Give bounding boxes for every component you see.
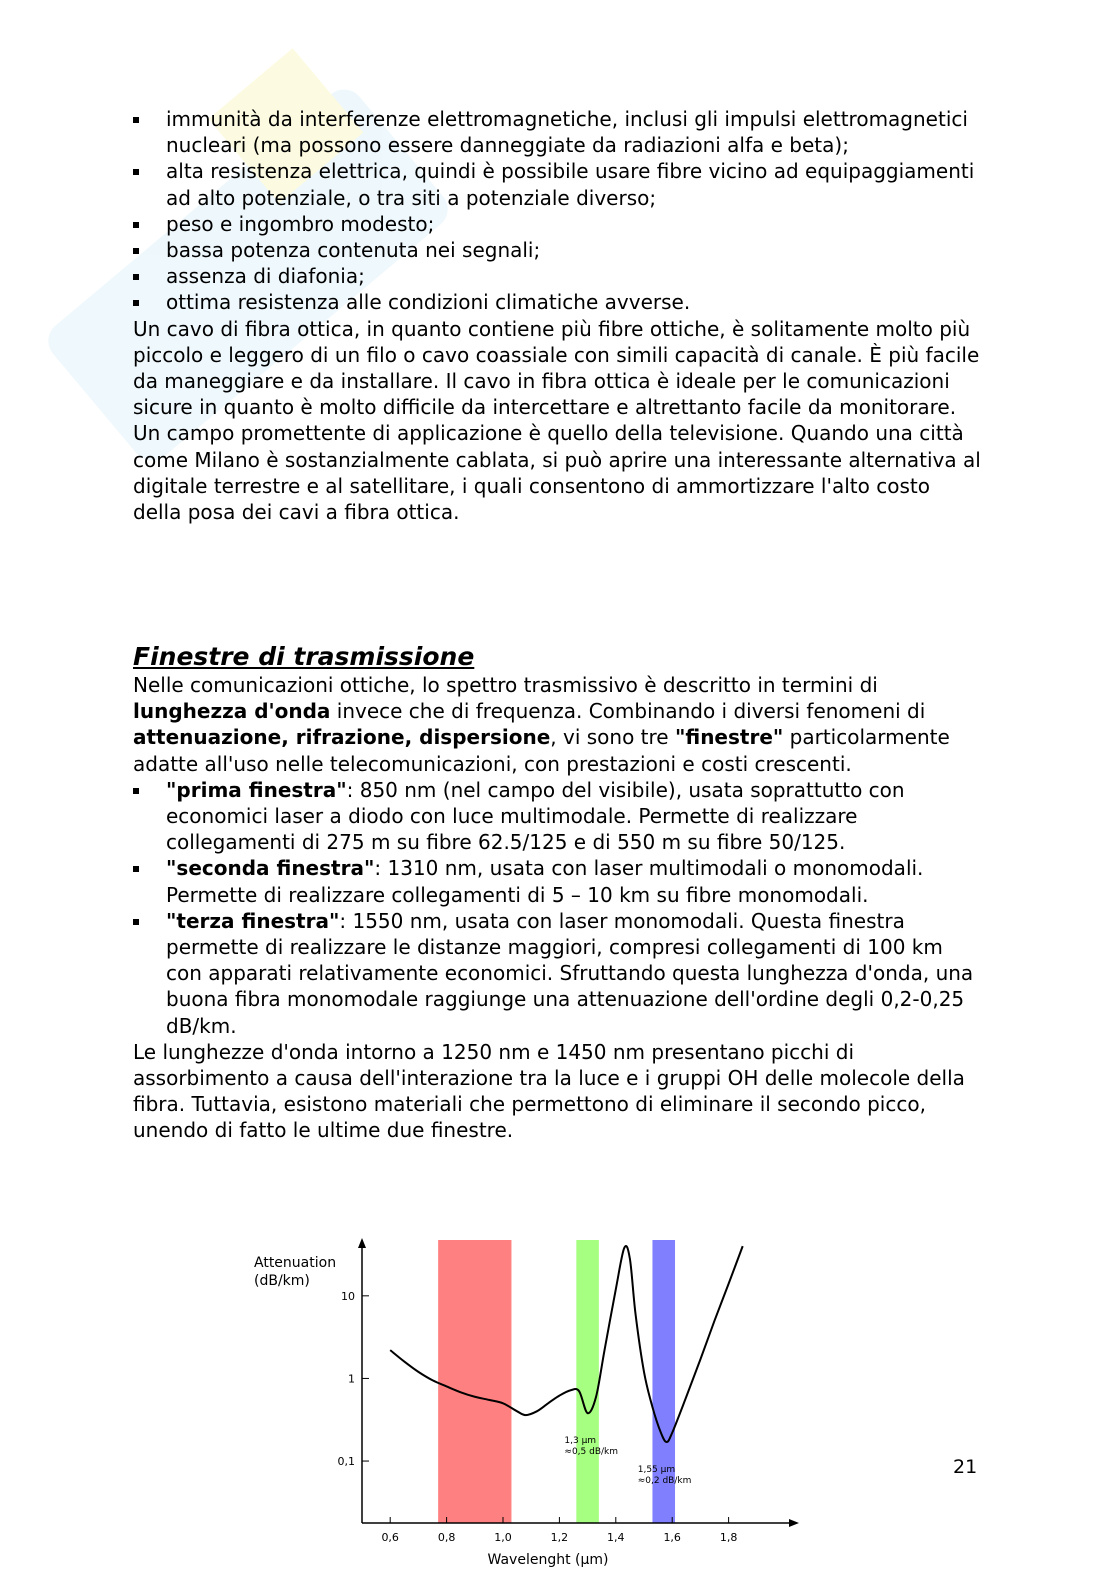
x-axis-label: Wavelenght (µm) xyxy=(487,1552,609,1568)
y-tick-label: 0,1 xyxy=(337,1455,355,1469)
x-tick-label: 0,8 xyxy=(437,1531,456,1544)
annotation-value: ≈0,5 dB/km xyxy=(564,1447,619,1458)
section-block xyxy=(133,642,983,1144)
attenuation-chart xyxy=(240,1230,840,1575)
paragraph-cable: Un cavo di fibra ottica, in quanto contiene più fibre ottiche, è solitamente molto più piccolo e leggero di un filo o cavo coassiale con simili capacità di canale. È più facile da maneggiare e da installare. Il cavo in fibra ottica è ideale per le comunicazioni sicure in quanto è molto difficile da intercettare e altrettanto facile da monitorare. xyxy=(133,316,980,420)
y-tick-label: 1 xyxy=(348,1372,355,1386)
bullet-icon xyxy=(133,222,139,228)
x-tick-label: 1,0 xyxy=(494,1531,512,1544)
intro-paragraph: Nelle comunicazioni ottiche, lo spettro trasmissivo è descritto in termini di lunghezza d'onda invece che di frequenza. Combinando i diversi fenomeni di attenuazione, rifrazione, dispersione, vi sono tre "finestre" particolarmente adatte all'uso nelle telecomunicazioni, con prestazioni e costi crescenti. xyxy=(133,673,950,776)
bullet-icon xyxy=(133,117,139,123)
y-tick-label: 10 xyxy=(341,1289,355,1303)
x-tick-label: 1,4 xyxy=(607,1531,625,1544)
window-band-2 xyxy=(576,1240,599,1523)
window-band-1 xyxy=(438,1240,511,1523)
paragraph-television: Un campo promettente di applicazione è quello della televisione. Quando una città come Milano è sostanzialmente cablata, si può aprire una interessante alternativa al digitale terrestre e al satellitare, i quali consentono di ammortizzare l'alto costo della posa dei cavi a fibra ottica. xyxy=(133,421,981,525)
bullet-icon xyxy=(133,300,139,306)
y-axis-unit: (dB/km) xyxy=(254,1273,310,1289)
list-item: ottima resistenza alle condizioni climatiche avverse. xyxy=(133,289,983,315)
list-item: "seconda finestra": 1310 nm, usata con laser multimodali o monomodali. Permette di realizzare collegamenti di 5 – 10 km su fibre monomodali. xyxy=(133,855,983,907)
list-item: alta resistenza elettrica, quindi è possibile usare fibre vicino ad equipaggiamenti ad alto potenziale, o tra siti a potenziale diverso; xyxy=(133,158,983,210)
bullet-icon xyxy=(133,169,139,175)
bullet-icon xyxy=(133,788,139,794)
list-item: bassa potenza contenuta nei segnali; xyxy=(133,237,983,263)
top-bullet-block xyxy=(133,106,983,525)
x-tick-label: 1,8 xyxy=(719,1531,738,1544)
x-tick-label: 1,2 xyxy=(550,1531,569,1544)
bullet-icon xyxy=(133,866,139,872)
x-tick-label: 1,6 xyxy=(663,1531,681,1544)
list-item: peso e ingombro modesto; xyxy=(133,211,983,237)
section-title: Finestre di trasmissione xyxy=(133,642,475,671)
windows-list xyxy=(133,777,983,1039)
list-item: immunità da interferenze elettromagnetiche, inclusi gli impulsi elettromagnetici nucleari (ma possono essere danneggiate da radiazioni alfa e beta); xyxy=(133,106,983,158)
y-axis-arrow xyxy=(358,1238,366,1248)
y-axis-label: Attenuation xyxy=(254,1255,337,1271)
annotation-value: ≈0,2 dB/km xyxy=(637,1476,692,1487)
bullet-icon xyxy=(133,248,139,254)
x-tick-label: 0,6 xyxy=(381,1531,399,1544)
annotation-label: 1,55 µm xyxy=(637,1465,676,1476)
bullet-icon xyxy=(133,919,139,925)
bullet-icon xyxy=(133,274,139,280)
annotation-label: 1,3 µm xyxy=(564,1436,597,1447)
list-item: assenza di diafonia; xyxy=(133,263,983,289)
x-axis-arrow xyxy=(789,1519,799,1527)
list-item: "prima finestra": 850 nm (nel campo del visibile), usata soprattutto con economici laser a diodo con luce multimodale. Permette di realizzare collegamenti di 275 m su fibre 62.5/125 e di 550 m su fibre 50/125. xyxy=(133,777,983,856)
advantages-list xyxy=(133,106,983,316)
list-item: "terza finestra": 1550 nm, usata con laser monomodali. Questa finestra permette di realizzare le distanze maggiori, compresi collegamenti di 100 km con apparati relativamente economici. Sfruttando questa lunghezza d'onda, una buona fibra monomodale raggiunge una attenuazione dell'ordine degli 0,2-0,25 dB/km. xyxy=(133,908,983,1039)
page-number: 21 xyxy=(953,1456,978,1478)
paragraph-oh-peaks: Le lunghezze d'onda intorno a 1250 nm e 1450 nm presentano picchi di assorbimento a causa dell'interazione tra la luce e i gruppi OH delle molecole della fibra. Tuttavia, esistono materiali che permettono di eliminare il secondo picco, unendo di fatto le ultime due finestre. xyxy=(133,1039,965,1143)
